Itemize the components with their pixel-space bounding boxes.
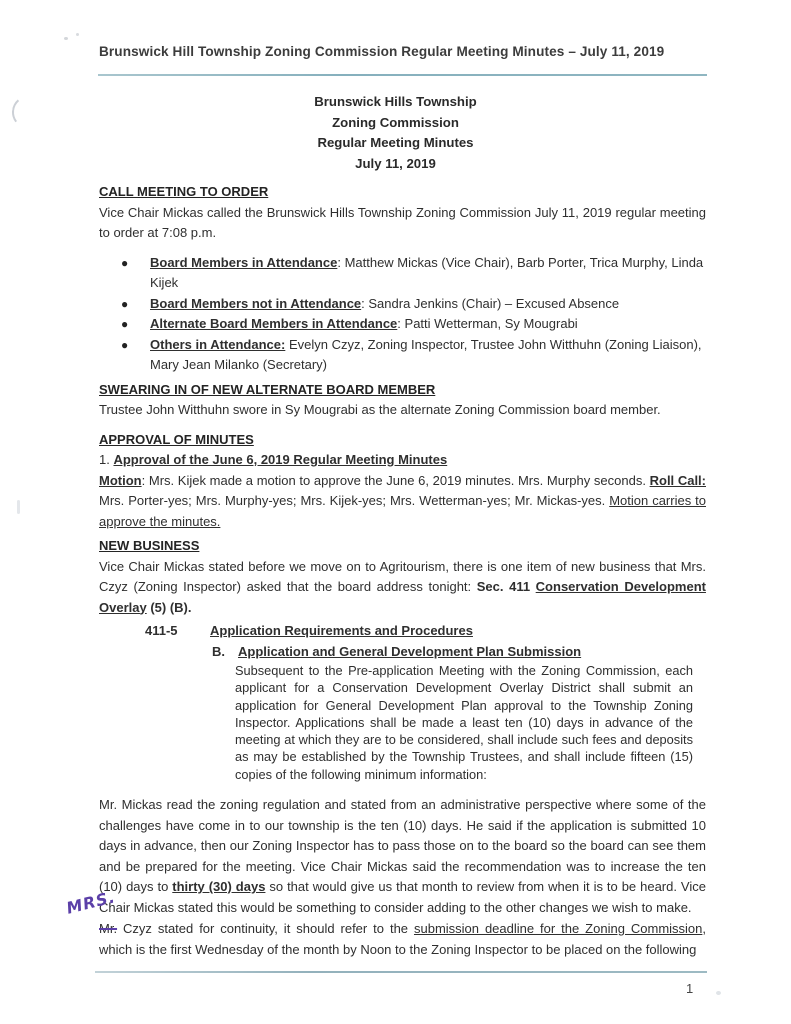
text-segment: Conservation Development Overlay (99, 579, 706, 615)
text-segment: Czyz stated for continuity, it should refer to the (117, 921, 414, 937)
text-segment: Board Members not in Attendance (150, 295, 362, 311)
regulation-subsection-letter: B. (212, 643, 225, 659)
text-segment: Sec. 411 (476, 579, 536, 594)
section-heading-approval-of-minutes: APPROVAL OF MINUTES (99, 431, 254, 447)
document-title-block (0, 92, 791, 174)
list-item-board-members-present (99, 253, 706, 294)
text-segment: Evelyn Czyz, Zoning Inspector, Trustee John Witthuhn (Zoning Liaison), Mary Jean Milanko (Secretary) (150, 336, 702, 372)
text-segment: : Matthew Mickas (Vice Chair), Barb Porter, Trica Murphy, Linda Kijek (150, 254, 704, 290)
text-segment: Mr. (99, 921, 118, 937)
text-segment: Motion (99, 472, 142, 488)
bullet-icon: ● (121, 337, 129, 352)
regulation-subsection-title: Application and General Development Plan Submission (238, 643, 582, 659)
list-item-board-members-absent (99, 294, 706, 315)
list-item-text (150, 337, 702, 373)
document-body (99, 182, 706, 960)
list-item-others-in-attendance (99, 335, 706, 376)
swearing-in-paragraph: Trustee John Witthuhn swore in Sy Mougrabi as the alternate Zoning Commission board member. (99, 402, 661, 417)
scan-speck (76, 33, 79, 36)
bullet-icon: ● (121, 317, 129, 331)
section-heading-call-to-order: CALL MEETING TO ORDER (99, 184, 269, 199)
section-heading-swearing-in: SWEARING IN OF NEW ALTERNATE BOARD MEMBER (99, 381, 436, 397)
handwritten-correction-note: MRS. (64, 887, 118, 918)
list-item-alternate-members (99, 314, 706, 335)
running-header: Brunswick Hill Township Zoning Commission Regular Meeting Minutes – July 11, 2019 (99, 44, 665, 59)
text-segment: Vice Chair Mickas stated before we move on to Agritourism, there is one item of new business that Mrs. Czyz (Zoning Inspector) asked that the board address tonight: (99, 558, 706, 594)
text-segment: Others in Attendance: (150, 336, 286, 352)
continuity-paragraph (99, 919, 706, 960)
page-number: 1 (686, 981, 694, 996)
header-divider-line (98, 74, 707, 76)
zoning-regulation-block (145, 621, 706, 783)
approval-item-line (99, 450, 706, 471)
title-line-commission: Zoning Commission (332, 114, 459, 130)
list-item-text (150, 255, 703, 291)
text-segment: (5) (B). (146, 599, 192, 615)
footer-divider-line (95, 971, 707, 973)
new-business-intro-paragraph (99, 557, 706, 619)
text-segment: Board Members in Attendance (150, 254, 338, 270)
title-line-organization: Brunswick Hills Township (314, 94, 477, 109)
text-segment: submission deadline for the Zoning Commission (413, 921, 703, 937)
regulation-section-number: 411-5 (145, 623, 178, 638)
text-segment: Mrs. Porter-yes; Mrs. Murphy-yes; Mrs. Kijek-yes; Mrs. Wetterman-yes; Mr. Mickas-yes. (99, 493, 610, 508)
text-segment: Roll Call: (649, 472, 706, 488)
text-segment: : Mrs. Kijek made a motion to approve the June 6, 2019 minutes. Mrs. Murphy seconds. (141, 472, 650, 488)
regulation-subsection-row (212, 642, 706, 663)
text-segment: Alternate Board Members in Attendance (150, 316, 398, 331)
title-line-date: July 11, 2019 (355, 155, 436, 171)
text-segment: : Sandra Jenkins (Chair) – Excused Absence (361, 295, 620, 311)
bullet-icon: ● (121, 255, 129, 270)
regulation-body-paragraph: Subsequent to the Pre-application Meeting with the Zoning Commission, each applicant for a Conservation Development Overlay District shall submit an application for General Development Plan approval to the Township Zoning Inspector. Applications shall be made a least ten (10) days in advance of the meeting at which they are to be considered, shall include such fees and deposits as may be established by the Township Trustees, and shall include fifteen (15) copies of the following minimum information: (235, 663, 693, 782)
regulation-section-row (145, 621, 706, 642)
scan-speck (64, 37, 68, 40)
scan-speck (716, 991, 721, 995)
text-segment: : Patti Wetterman, Sy Mougrabi (397, 316, 578, 331)
section-heading-new-business: NEW BUSINESS (99, 538, 200, 553)
regulation-section-title: Application Requirements and Procedures (210, 623, 473, 638)
item-title: Approval of the June 6, 2019 Regular Meeting Minutes (113, 452, 448, 467)
text-segment: , which is the first Wednesday of the month by Noon to the Zoning Inspector to be placed on the following (99, 921, 707, 957)
list-item-text (150, 296, 619, 311)
call-to-order-paragraph: Vice Chair Mickas called the Brunswick Hills Township Zoning Commission July 11, 2019 regular meeting to order at 7:08 p.m. (99, 204, 706, 240)
item-number: 1. (99, 452, 114, 467)
text-segment: Mr. Mickas read the zoning regulation and stated from an administrative perspective where some of the challenges have come in to our township is the ten (10) days. He said if the application is submitted 10 days in advance, then our Zoning Inspector has to pass those on to the board so the board can see them and be prepared for the meeting. Vice Chair Mickas said the recommendation was to increase the ten (10) days to (99, 797, 706, 895)
title-line-doc-type: Regular Meeting Minutes (317, 135, 474, 150)
attendance-list (99, 253, 706, 376)
text-segment: thirty (30) days (172, 879, 266, 895)
text-segment: so that would give us that month to review from when it is to be heard. Vice Chair Mickas stated this would be something to consider adding to the other changes we wish to make. (99, 879, 706, 915)
scan-artifact-mark (17, 500, 20, 514)
list-item-text (150, 316, 578, 331)
motion-paragraph (99, 471, 706, 533)
discussion-paragraph (99, 795, 706, 918)
text-segment: Motion carries to approve the minutes. (99, 493, 706, 529)
bullet-icon: ● (121, 296, 129, 311)
